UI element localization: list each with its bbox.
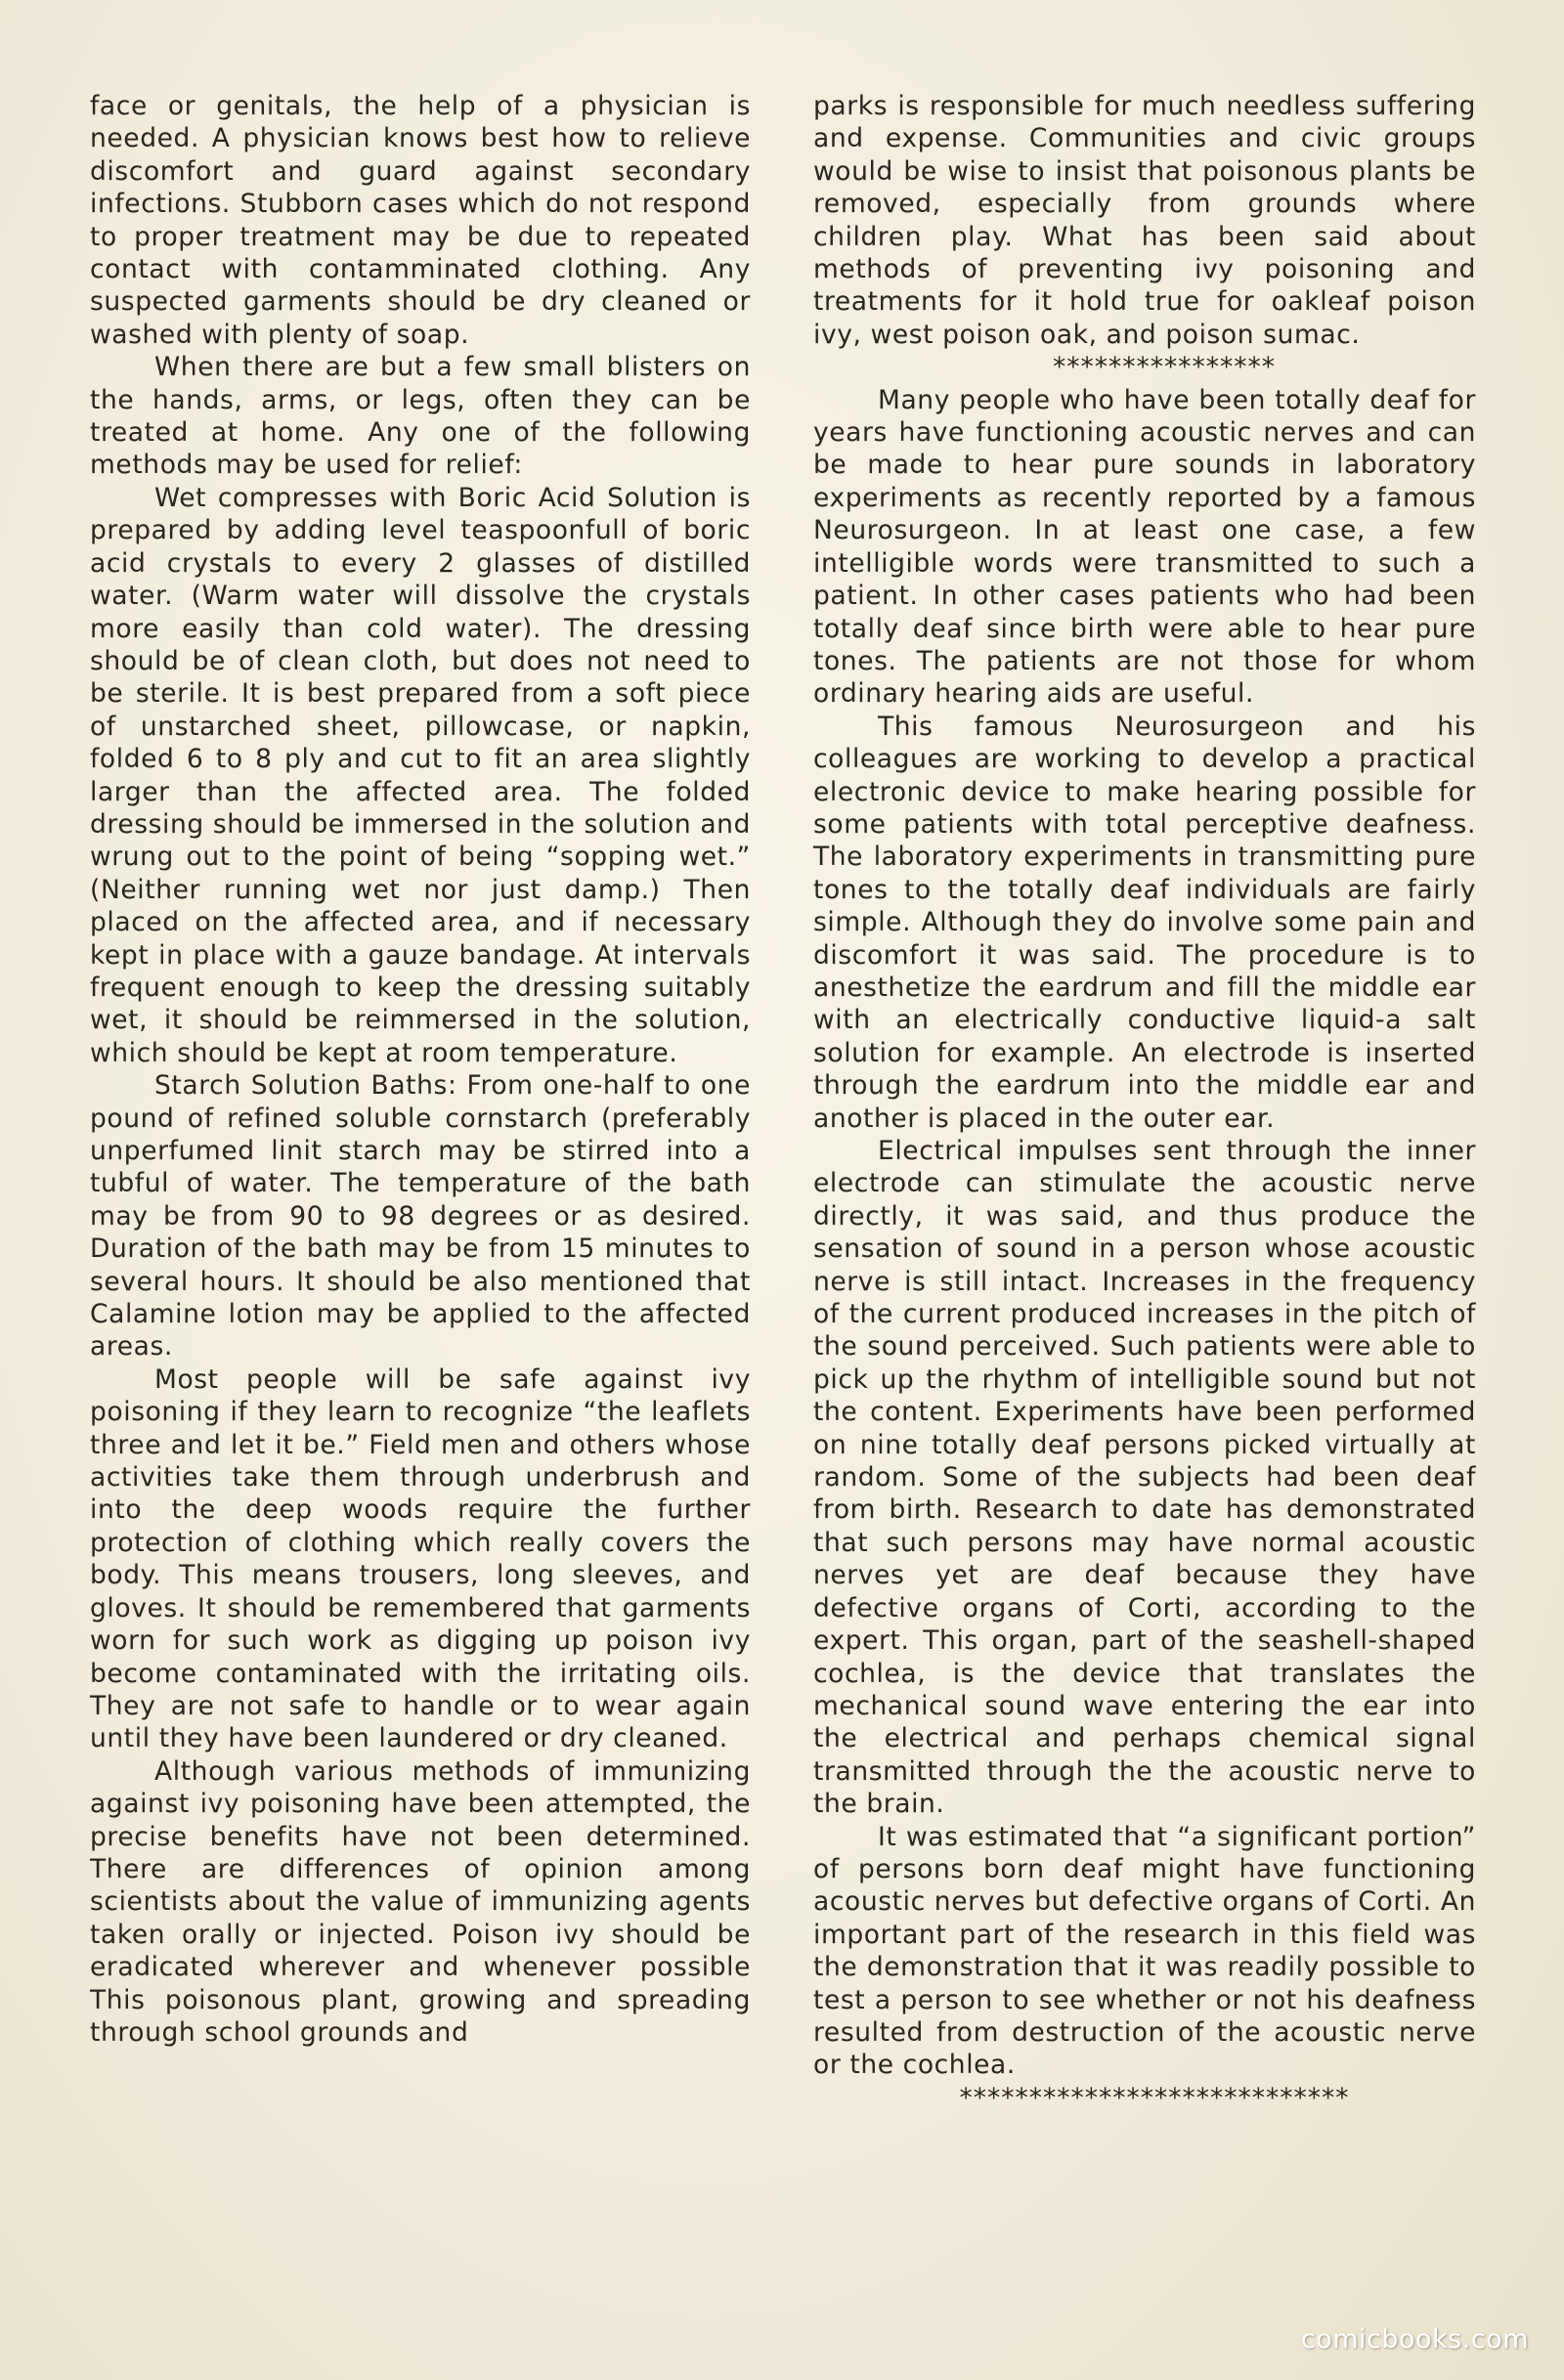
paragraph: face or genitals, the help of a physician is needed. A physician knows best how to relieve discomfort and guard against secondary infections. Stubborn cases which do not respond to proper treatment may be due to repeated contact with contamminated clothing. Any suspected garments should be dry cleaned or washed with plenty of soap. [90,91,751,350]
paragraph: Electrical impulses sent through the inner electrode can stimulate the acoustic nerve directly, it was said, and thus produce the sensation of sound in a person whose acoustic nerve is still intact. Increases in the frequency of the current produced increases in the pitch of the sound perceived. Such patients were able to pick up the rhythm of intelligible sound but not the content. Experiments have been performed on nine totally deaf persons picked virtually at random. Some of the subjects had been deaf from birth. Research to date has demonstrated that such persons may have normal acoustic nerves yet are deaf because they have defective organs of Corti, according to the expert. This organ, part of the seashell-shaped cochlea, is the device that translates the mechanical sound wave entering the ear into the electrical and perhaps chemical signal transmitted through the the acoustic nerve to the brain. [813,1136,1476,1820]
paragraph: When there are but a few small blisters on the hands, arms, or legs, often they can be treated at home. Any one of the following methods may be used for relief: [90,352,751,481]
paragraph: Many people who have been totally deaf for years have functioning acoustic nerves and can be made to hear pure sounds in laboratory experiments as recently reported by a famous Neurosurgeon. In at least one case, a few intelligible words were transmitted to such a patient. In other cases patients who had been totally deaf since birth were able to hear pure tones. The patients are not those for whom ordinary hearing aids are useful. [813,384,1476,710]
paragraph: This famous Neurosurgeon and his colleagues are working to develop a practical electronic device to make hearing possible for some patients with total perceptive deafness. The laboratory experiments in transmitting pure tones to the totally deaf individuals are fairly simple. Although they do involve some pain and discomfort it was said. The procedure is to anesthetize the eardrum and fill the middle ear with an electrically conductive liquid-a salt solution for example. An electrode is inserted through the eardrum into the middle ear and another is placed in the outer ear. [813,711,1476,1134]
watermark: comicbooks.com [1300,2324,1529,2355]
paragraph: Most people will be safe against ivy poisoning if they learn to recognize “the leaflets three and let it be.” Field men and others whose activities take them through underbrush and into the deep woods require the further protection of clothing which really covers the body. This means trousers, long sleeves, and gloves. It should be remembered that garments worn for such work as digging up poison ivy become contaminated with the irritating oils. They are not safe to handle or to wear again until they have been laundered or dry cleaned. [90,1363,751,1754]
right-column [813,90,1476,2114]
paragraph: parks is responsible for much needless suffering and expense. Communities and civic groups would be wise to insist that poisonous plants be removed, especially from grounds where children play. What has been said about methods of preventing ivy poisoning and treatments for it hold true for oakleaf poison ivy, west poison oak, and poison sumac. [813,91,1476,350]
paragraph: Starch Solution Baths: From one-half to one pound of refined soluble cornstarch (preferably unperfumed linit starch may be stirred into a tubful of water. The temperature of the bath may be from 90 to 98 degrees or as desired. Duration of the bath may be from 15 minutes to several hours. It should be also mentioned that Calamine lotion may be applied to the affected areas. [90,1070,751,1363]
left-column [90,90,751,2049]
paragraph: Wet compresses with Boric Acid Solution is prepared by adding level teaspoonfull of boric acid crystals to every 2 glasses of distilled water. (Warm water will dissolve the crystals more easily than cold water). The dressing should be of clean cloth, but does not need to be sterile. It is best prepared from a soft piece of unstarched sheet, pillowcase, or napkin, folded 6 to 8 ply and cut to fit an area slightly larger than the affected area. The folded dressing should be immersed in the solution and wrung out to the point of being “sopping wet.” (Neither running wet nor just damp.) Then placed on the affected area, and if necessary kept in place with a gauze bandage. At intervals frequent enough to keep the dressing suitably wet, it should be reimmersed in the solution, which should be kept at room temperature. [90,482,751,1068]
separator-asterisks: **************** [1053,352,1276,383]
separator-asterisks: **************************** [959,2082,1350,2113]
paragraph: It was estimated that “a significant portion” of persons born deaf might have functioning acoustic nerves but defective organs of Corti. An important part of the research in this field was the demonstration that it was readily possible to test a person to see whether or not his deafness resulted from destruction of the acoustic nerve or the cochlea. [813,1821,1476,2081]
paragraph: Although various methods of immunizing against ivy poisoning have been attempted, the precise benefits have not been determined. There are differences of opinion among scientists about the value of immunizing agents taken orally or injected. Poison ivy should be eradicated wherever and whenever possible This poisonous plant, growing and spreading through school grounds and [90,1755,751,2048]
